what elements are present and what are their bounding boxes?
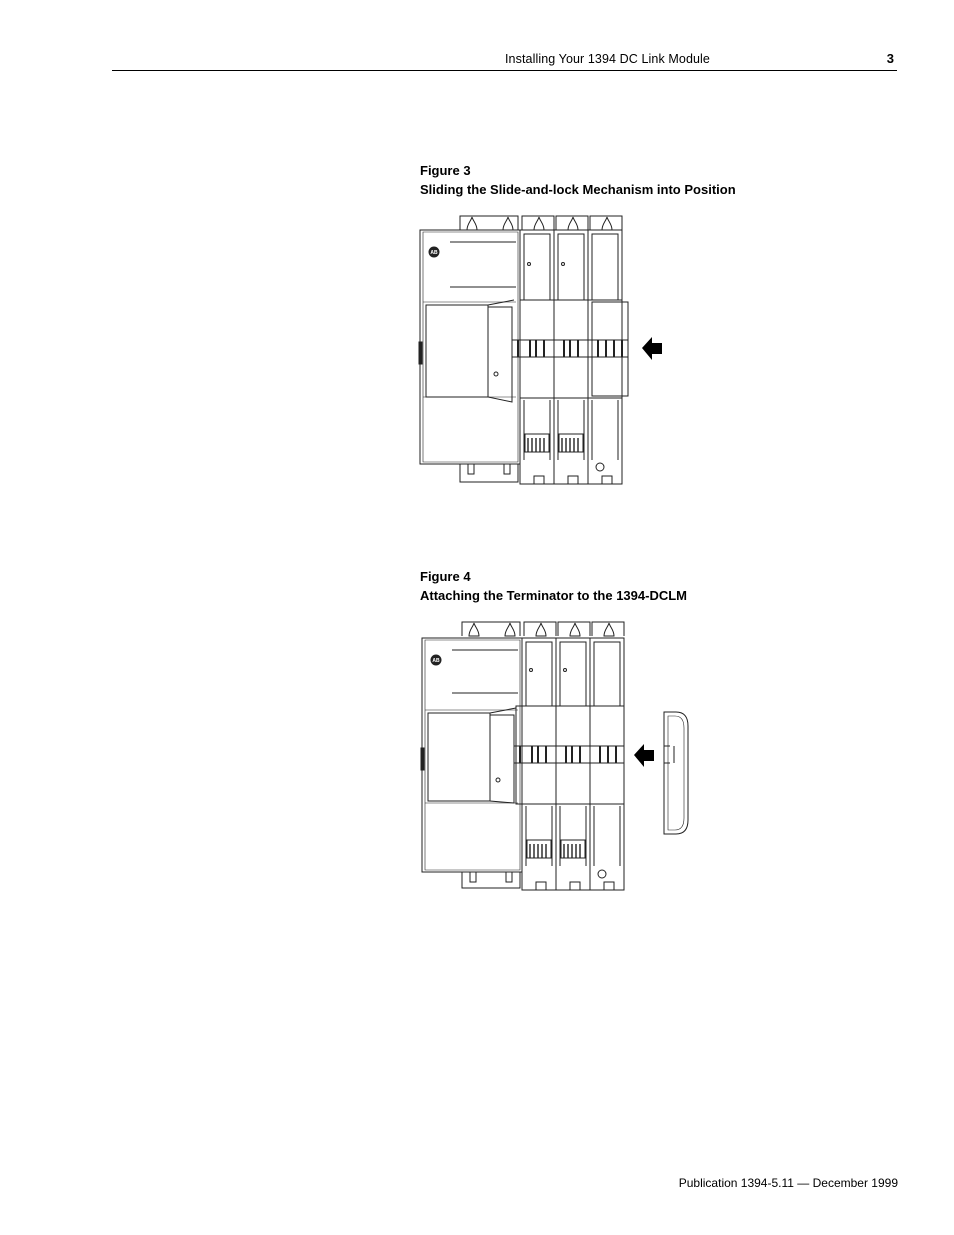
logo-text: AB — [430, 250, 438, 256]
logo-text: AB — [432, 658, 440, 664]
figure-4-caption — [420, 567, 687, 605]
figure-3-caption — [420, 161, 736, 199]
slide-and-lock-bus — [512, 340, 628, 357]
left-arrow-icon — [642, 337, 662, 360]
figure-3-label: Figure 3 — [420, 163, 471, 178]
running-header-title: Installing Your 1394 DC Link Module — [504, 52, 710, 66]
terminator — [664, 712, 688, 834]
top-mounting-tabs — [460, 216, 622, 230]
bottom-mounting-tabs — [460, 464, 612, 484]
top-mounting-tabs — [462, 622, 624, 636]
bottom-mounting-tabs — [462, 872, 614, 890]
header-rule — [112, 70, 897, 71]
figure-4-drawing — [418, 618, 698, 893]
figure-3-title: Sliding the Slide-and-lock Mechanism into Position — [420, 182, 736, 197]
system-module — [421, 638, 522, 872]
system-module — [419, 230, 520, 464]
left-arrow-icon — [634, 744, 654, 767]
publication-footer: Publication 1394-5.11 — December 1999 — [678, 1176, 898, 1190]
axis-modules — [516, 638, 624, 890]
figure-4-label: Figure 4 — [420, 569, 471, 584]
page-number: 3 — [886, 51, 894, 66]
figure-4-title: Attaching the Terminator to the 1394-DCLM — [420, 588, 688, 603]
slide-and-lock-bus — [514, 746, 624, 763]
figure-3-drawing — [418, 212, 678, 487]
